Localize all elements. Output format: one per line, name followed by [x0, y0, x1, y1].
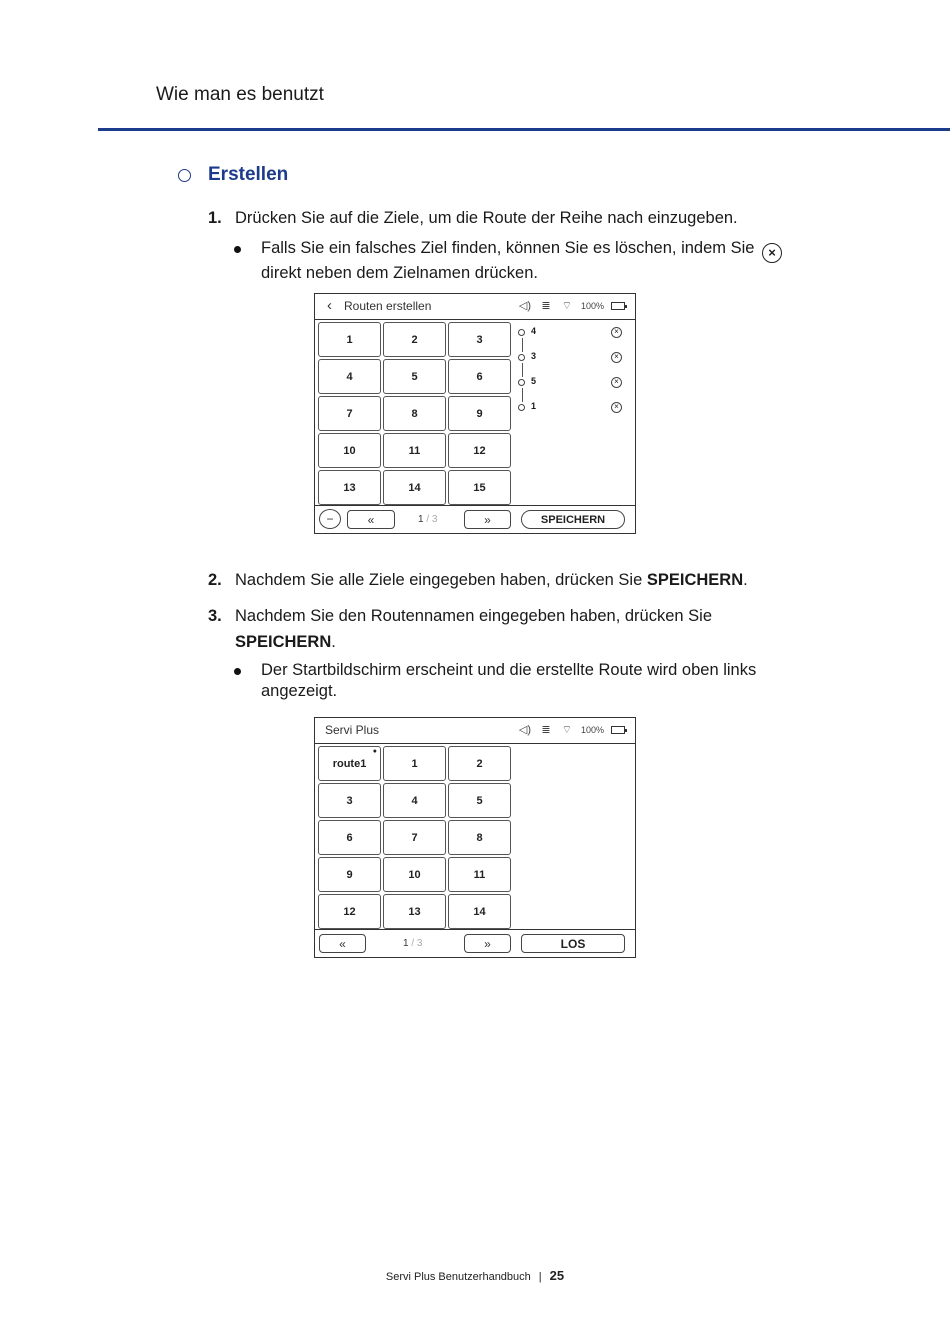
remove-circle-icon: × [762, 243, 782, 263]
step-text-bold: SPEICHERN [646, 571, 744, 589]
destination-button[interactable]: 2 [448, 746, 511, 781]
destination-button[interactable]: 9 [448, 396, 511, 431]
destination-button[interactable]: 15 [448, 470, 511, 505]
step-number: 1. [208, 209, 222, 227]
step-text-part: Nachdem Sie den Routennamen eingegeben haben, drücken Sie [235, 607, 713, 625]
screen-title: Servi Plus [325, 723, 380, 737]
step-number: 3. [208, 607, 222, 625]
route-item [518, 351, 630, 376]
destination-button[interactable]: 12 [448, 433, 511, 468]
step-text [235, 567, 805, 593]
status-bar [315, 718, 635, 744]
bullet-text-part: direkt neben dem Zielnamen drücken. [261, 264, 538, 282]
destination-button[interactable]: 8 [383, 396, 446, 431]
route-button[interactable] [318, 746, 381, 781]
destination-button[interactable]: 14 [383, 470, 446, 505]
destination-button[interactable]: 1 [383, 746, 446, 781]
screen-title: Routen erstellen [344, 299, 432, 313]
bullet-text [261, 238, 821, 284]
route-marker-icon: ● [372, 748, 377, 755]
route-node-icon [518, 404, 525, 411]
save-button[interactable]: SPEICHERN [521, 510, 625, 529]
status-bar [315, 294, 635, 320]
destination-button[interactable]: 1 [318, 322, 381, 357]
destination-button[interactable]: 7 [383, 820, 446, 855]
destination-button[interactable]: 3 [318, 783, 381, 818]
footer-separator: | [538, 1271, 542, 1283]
tray-stack-icon: ≣ [541, 300, 551, 312]
bottom-bar [315, 929, 635, 957]
section-heading [178, 164, 288, 186]
page-indicator [418, 514, 437, 525]
destination-button[interactable]: 10 [318, 433, 381, 468]
destination-button[interactable]: 13 [383, 894, 446, 929]
current-page: 1 [403, 938, 409, 949]
remove-icon[interactable]: × [611, 327, 622, 338]
battery-icon [611, 726, 625, 734]
page-number: 25 [549, 1268, 565, 1283]
step-text-part: Nachdem Sie alle Ziele eingegeben haben, drücken Sie [235, 571, 647, 589]
status-icons [518, 724, 625, 736]
route-node-icon [518, 329, 525, 336]
current-page: 1 [418, 514, 424, 525]
step-text-bold: SPEICHERN [235, 633, 332, 651]
page-header-title: Wie man es benutzt [156, 84, 324, 105]
route-item-label: 5 [531, 376, 537, 386]
step-text-part: . [331, 633, 336, 651]
destination-button[interactable]: 13 [318, 470, 381, 505]
step-text [235, 603, 775, 655]
destination-button[interactable]: 9 [318, 857, 381, 892]
manual-title: Servi Plus Benutzerhandbuch [385, 1271, 531, 1283]
step-text-part: . [743, 571, 748, 589]
destination-button[interactable]: 2 [383, 322, 446, 357]
destination-button[interactable]: 4 [318, 359, 381, 394]
header-divider [98, 128, 950, 131]
battery-percent: 100% [580, 301, 604, 311]
destination-button[interactable]: 11 [383, 433, 446, 468]
destination-button[interactable]: 12 [318, 894, 381, 929]
route-label: route1 [332, 757, 367, 770]
destination-button[interactable]: 3 [448, 322, 511, 357]
destination-button[interactable]: 7 [318, 396, 381, 431]
route-list [518, 326, 630, 426]
destination-button[interactable]: 11 [448, 857, 511, 892]
destination-button[interactable]: 14 [448, 894, 511, 929]
route-connector [522, 363, 523, 377]
back-arrow-icon[interactable]: ‹ [327, 297, 332, 314]
go-button[interactable]: LOS [521, 934, 625, 953]
bullet-dot-icon [234, 668, 241, 675]
wifi-icon: ⌔ [561, 724, 573, 736]
route-connector [522, 338, 523, 352]
total-pages: / 3 [426, 514, 438, 525]
destination-button[interactable]: 4 [383, 783, 446, 818]
destination-button[interactable]: 8 [448, 820, 511, 855]
bottom-bar [315, 505, 635, 533]
speaker-icon: ◁) [518, 724, 532, 736]
tray-stack-icon: ≣ [541, 724, 551, 736]
destination-grid [318, 746, 511, 929]
step-number: 2. [208, 571, 222, 589]
destination-button[interactable]: 5 [383, 359, 446, 394]
route-node-icon [518, 354, 525, 361]
next-page-button[interactable]: » [464, 934, 511, 953]
battery-icon [611, 302, 625, 310]
destination-button[interactable]: 5 [448, 783, 511, 818]
wifi-icon: ⌔ [561, 300, 573, 312]
route-item-label: 1 [531, 401, 537, 411]
route-item [518, 401, 630, 426]
route-item [518, 326, 630, 351]
page-footer [0, 1268, 950, 1283]
route-item [518, 376, 630, 401]
home-screen [314, 717, 636, 958]
prev-page-button[interactable]: « [319, 934, 366, 953]
remove-icon[interactable]: × [611, 402, 622, 413]
remove-icon[interactable]: × [611, 377, 622, 388]
minus-button[interactable]: − [319, 509, 341, 529]
route-item-label: 3 [531, 351, 537, 361]
bullet-text: Der Startbildschirm erscheint und die erstellte Route wird oben links angezeigt. [261, 661, 757, 700]
status-icons [518, 300, 625, 312]
bullet-dot-icon [234, 246, 241, 253]
destination-button[interactable]: 6 [448, 359, 511, 394]
bullet-text-part: Falls Sie ein falsches Ziel finden, können Sie es löschen, indem Sie [261, 239, 755, 257]
section-title: Erstellen [208, 164, 289, 185]
destination-button[interactable]: 6 [318, 820, 381, 855]
page-indicator [403, 938, 422, 949]
route-node-icon [518, 379, 525, 386]
destination-button[interactable]: 10 [383, 857, 446, 892]
total-pages: / 3 [411, 938, 423, 949]
step-text: Drücken Sie auf die Ziele, um die Route der Reihe nach einzugeben. [235, 209, 738, 227]
destination-grid [318, 322, 511, 505]
route-create-screen [314, 293, 636, 534]
next-page-button[interactable]: » [464, 510, 511, 529]
circle-bullet-icon [178, 169, 191, 182]
speaker-icon: ◁) [518, 300, 532, 312]
battery-percent: 100% [580, 725, 604, 735]
remove-icon[interactable]: × [611, 352, 622, 363]
route-item-label: 4 [531, 326, 537, 336]
prev-page-button[interactable]: « [347, 510, 395, 529]
route-connector [522, 388, 523, 402]
